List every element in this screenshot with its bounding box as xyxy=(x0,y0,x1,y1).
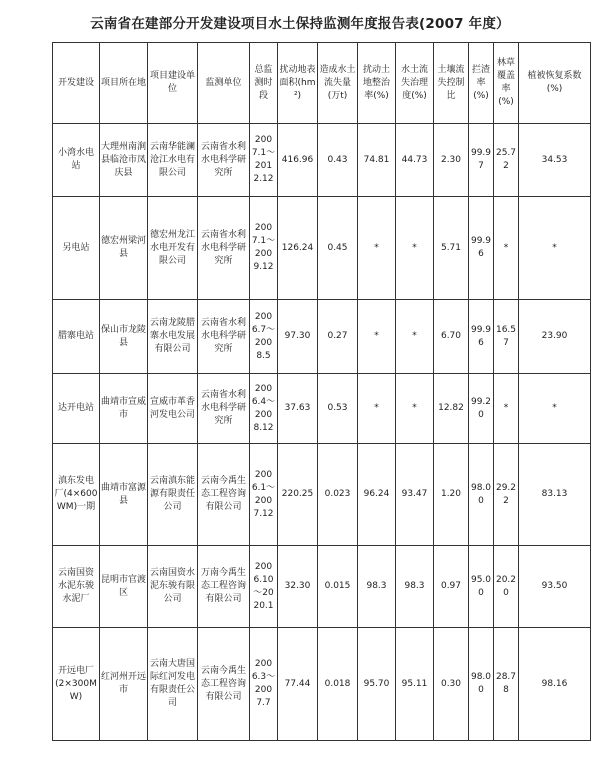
cell-recovery: 98.16 xyxy=(519,628,591,741)
table-row xyxy=(53,197,591,300)
cell-loss-ratio: 5.71 xyxy=(434,197,469,300)
cell-disturbed-rate: 74.81 xyxy=(358,124,396,197)
cell-soil-loss: 0.27 xyxy=(318,300,358,374)
cell-disturbed-area: 97.30 xyxy=(278,300,318,374)
cell-period: 2006.3～2007.7 xyxy=(250,628,278,741)
table-row xyxy=(53,444,591,546)
header-monitor: 监测单位 xyxy=(198,43,250,124)
cell-monitor: 云南今禹生态工程咨询有限公司 xyxy=(198,628,250,741)
cell-unit: 云南龙陵腊寨水电发展有限公司 xyxy=(148,300,198,374)
cell-unit: 云南华能澜沧江水电有限公司 xyxy=(148,124,198,197)
header-recovery: 植被恢复系数(%) xyxy=(519,43,591,124)
cell-project: 滇东发电厂(4×600WM)一期 xyxy=(53,444,100,546)
cell-disturbed-rate: 95.70 xyxy=(358,628,396,741)
table-row xyxy=(53,374,591,444)
cell-disturbed-area: 416.96 xyxy=(278,124,318,197)
cell-soil-loss: 0.018 xyxy=(318,628,358,741)
cell-disturbed-rate: * xyxy=(358,197,396,300)
cell-loss-control: * xyxy=(396,300,434,374)
cell-monitor: 云南省水利水电科学研究所 xyxy=(198,300,250,374)
page-title: 云南省在建部分开发建设项目水土保持监测年度报告表(2007 年度） xyxy=(90,16,510,32)
cell-location: 曲靖市富源县 xyxy=(100,444,148,546)
cell-project: 另电站 xyxy=(53,197,100,300)
cell-recovery: 93.50 xyxy=(519,546,591,628)
cell-loss-ratio: 2.30 xyxy=(434,124,469,197)
cell-monitor: 云南省水利水电科学研究所 xyxy=(198,197,250,300)
table-row xyxy=(53,124,591,197)
cell-disturbed-rate: 98.3 xyxy=(358,546,396,628)
header-loss-control: 水土流失治理度(%) xyxy=(396,43,434,124)
cell-period: 2006.4～2008.12 xyxy=(250,374,278,444)
table-row xyxy=(53,546,591,628)
cell-project: 达开电站 xyxy=(53,374,100,444)
cell-location: 保山市龙陵县 xyxy=(100,300,148,374)
header-location: 项目所在地 xyxy=(100,43,148,124)
header-soil-loss: 造成水土流失量(万t) xyxy=(318,43,358,124)
cell-monitor: 云南省水利水电科学研究所 xyxy=(198,124,250,197)
cell-period: 2006.1～2007.12 xyxy=(250,444,278,546)
cell-recovery: * xyxy=(519,197,591,300)
cell-period: 2006.7～2008.5 xyxy=(250,300,278,374)
header-project-type: 开发建设 xyxy=(53,43,100,124)
table-row xyxy=(53,628,591,741)
cell-location: 曲靖市宣威市 xyxy=(100,374,148,444)
cell-soil-loss: 0.43 xyxy=(318,124,358,197)
cell-location: 红河州开远市 xyxy=(100,628,148,741)
cell-forest-rate: 29.22 xyxy=(494,444,519,546)
cell-loss-ratio: 1.20 xyxy=(434,444,469,546)
cell-slag-rate: 99.20 xyxy=(469,374,494,444)
table-row xyxy=(53,300,591,374)
cell-unit: 宣威市革香河发电公司 xyxy=(148,374,198,444)
cell-forest-rate: 20.20 xyxy=(494,546,519,628)
cell-unit: 云南国资水泥东骏有限公司 xyxy=(148,546,198,628)
header-disturbed-area: 扰动地表面积(hm²) xyxy=(278,43,318,124)
header-period: 总监测时段 xyxy=(250,43,278,124)
cell-disturbed-area: 37.63 xyxy=(278,374,318,444)
header-loss-ratio: 土壤流失控制比 xyxy=(434,43,469,124)
cell-monitor: 云南省水利水电科学研究所 xyxy=(198,374,250,444)
cell-disturbed-area: 126.24 xyxy=(278,197,318,300)
cell-recovery: * xyxy=(519,374,591,444)
cell-loss-control: * xyxy=(396,374,434,444)
cell-forest-rate: 28.78 xyxy=(494,628,519,741)
cell-loss-control: 98.3 xyxy=(396,546,434,628)
cell-loss-ratio: 6.70 xyxy=(434,300,469,374)
cell-project: 腊寨电站 xyxy=(53,300,100,374)
cell-recovery: 34.53 xyxy=(519,124,591,197)
cell-forest-rate: 16.57 xyxy=(494,300,519,374)
cell-project: 云南国资水泥东骏水泥厂 xyxy=(53,546,100,628)
header-disturbed-rate: 扰动土地整治率(%) xyxy=(358,43,396,124)
cell-loss-ratio: 0.30 xyxy=(434,628,469,741)
cell-slag-rate: 98.00 xyxy=(469,628,494,741)
cell-disturbed-rate: * xyxy=(358,300,396,374)
cell-soil-loss: 0.45 xyxy=(318,197,358,300)
cell-soil-loss: 0.015 xyxy=(318,546,358,628)
cell-disturbed-area: 77.44 xyxy=(278,628,318,741)
cell-project: 开远电厂(2×300MW) xyxy=(53,628,100,741)
cell-slag-rate: 99.96 xyxy=(469,197,494,300)
cell-forest-rate: 25.72 xyxy=(494,124,519,197)
cell-unit: 云南滇东能源有限责任公司 xyxy=(148,444,198,546)
cell-recovery: 83.13 xyxy=(519,444,591,546)
cell-period: 2007.1～2009.12 xyxy=(250,197,278,300)
cell-slag-rate: 95.00 xyxy=(469,546,494,628)
cell-loss-control: 93.47 xyxy=(396,444,434,546)
cell-forest-rate: * xyxy=(494,197,519,300)
cell-monitor: 万南今禹生态工程咨询有限公司 xyxy=(198,546,250,628)
cell-unit: 德宏州龙江水电开发有限公司 xyxy=(148,197,198,300)
header-unit: 项目建设单位 xyxy=(148,43,198,124)
cell-location: 昆明市官渡区 xyxy=(100,546,148,628)
cell-location: 大理州南涧县临沧市凤庆县 xyxy=(100,124,148,197)
cell-soil-loss: 0.53 xyxy=(318,374,358,444)
cell-disturbed-rate: 96.24 xyxy=(358,444,396,546)
cell-slag-rate: 98.00 xyxy=(469,444,494,546)
cell-disturbed-area: 220.25 xyxy=(278,444,318,546)
cell-slag-rate: 99.96 xyxy=(469,300,494,374)
cell-loss-ratio: 0.97 xyxy=(434,546,469,628)
cell-loss-ratio: 12.82 xyxy=(434,374,469,444)
cell-loss-control: 44.73 xyxy=(396,124,434,197)
cell-slag-rate: 99.97 xyxy=(469,124,494,197)
cell-loss-control: 95.11 xyxy=(396,628,434,741)
cell-forest-rate: * xyxy=(494,374,519,444)
cell-loss-control: * xyxy=(396,197,434,300)
cell-location: 德宏州梁河县 xyxy=(100,197,148,300)
cell-recovery: 23.90 xyxy=(519,300,591,374)
cell-project: 小湾水电站 xyxy=(53,124,100,197)
cell-period: 2007.1～2012.12 xyxy=(250,124,278,197)
cell-unit: 云南大唐国际红河发电有限责任公司 xyxy=(148,628,198,741)
cell-disturbed-rate: * xyxy=(358,374,396,444)
cell-period: 2006.10～2020.1 xyxy=(250,546,278,628)
cell-monitor: 云南今禹生态工程咨询有限公司 xyxy=(198,444,250,546)
header-forest-rate: 林草覆盖率(%) xyxy=(494,43,519,124)
header-row xyxy=(53,43,591,124)
monitoring-report-table xyxy=(52,42,591,741)
header-slag-rate: 拦渣率(%) xyxy=(469,43,494,124)
cell-disturbed-area: 32.30 xyxy=(278,546,318,628)
cell-soil-loss: 0.023 xyxy=(318,444,358,546)
